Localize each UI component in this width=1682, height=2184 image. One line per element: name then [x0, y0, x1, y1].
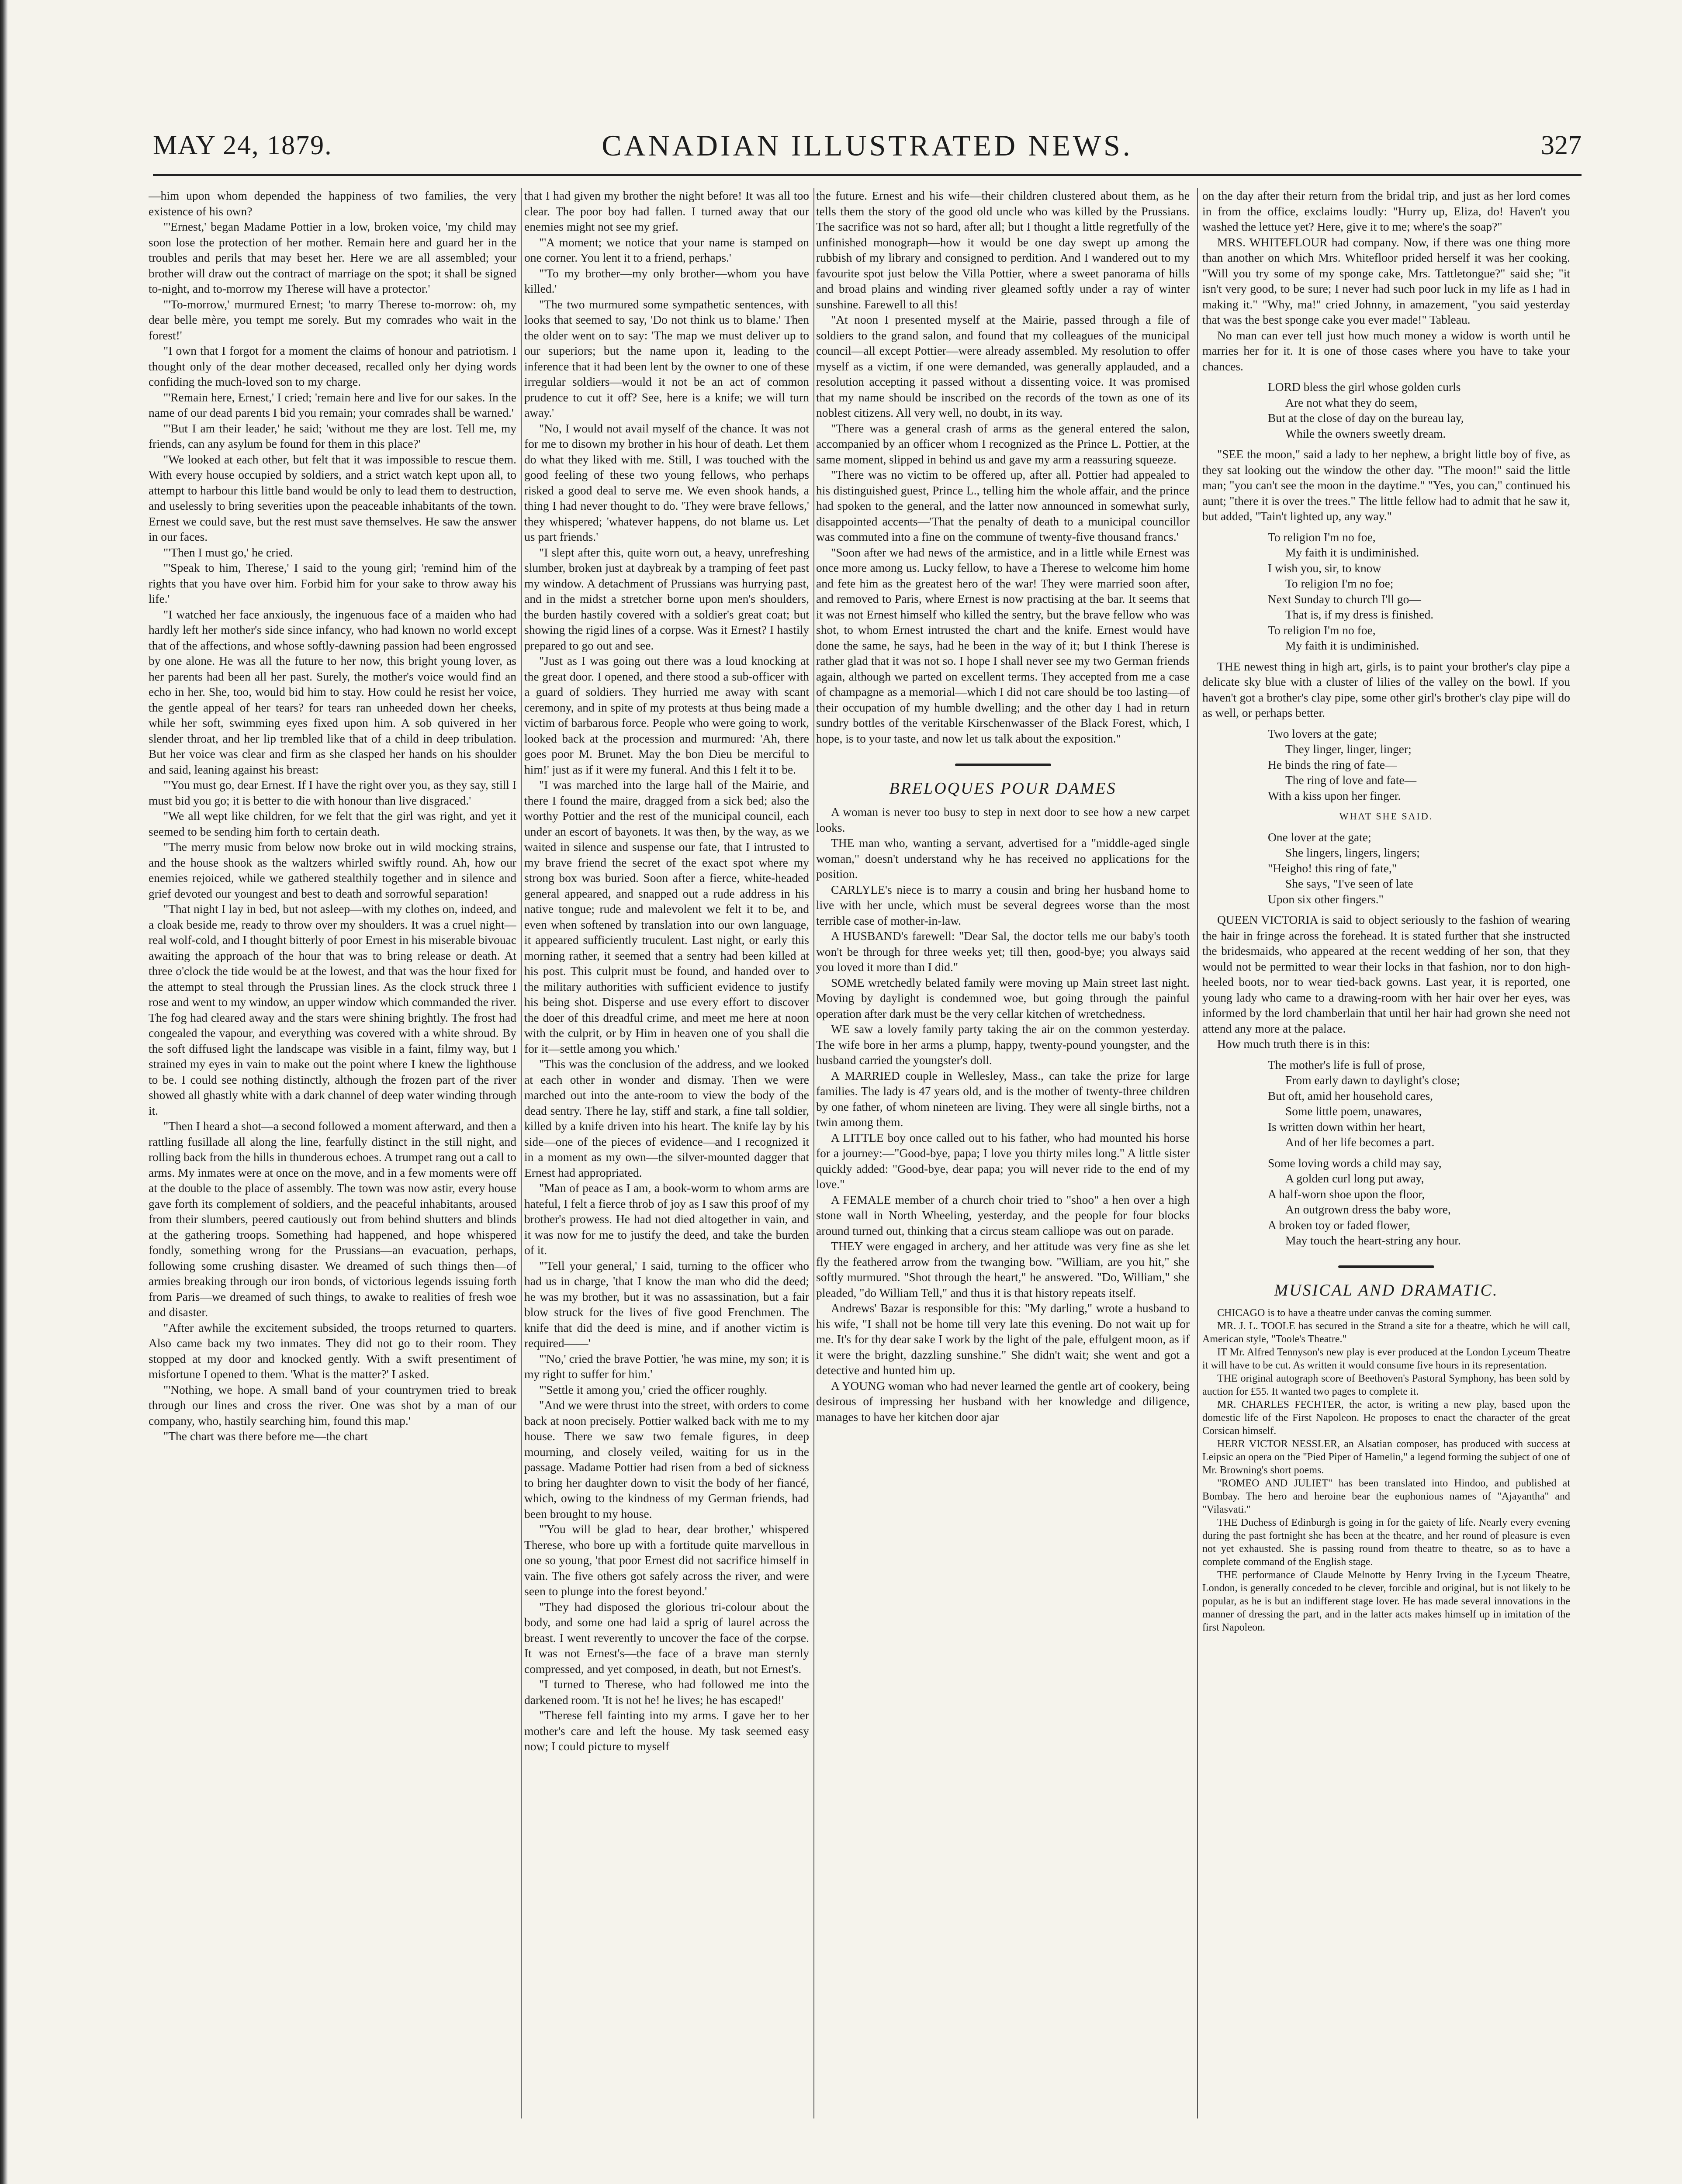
musical-heading: MUSICAL AND DRAMATIC.	[1274, 1281, 1499, 1299]
story-paragraph: "Just as I was going out there was a loud knocking at the great door. I opened, and there stood a sub-officer with a guard of soldiers. They hurried me away with scant ceremony, and in spite of my protests at thus being made a victim of barbarous force. People who were going to work, looked back at the procession and murmured: 'Ah, there goes poor M. Brunet. May the bon Dieu be merciful to him!' just as if it were my funeral. And this I felt it to be.	[524, 654, 809, 776]
binding-edge	[0, 0, 8, 2184]
cookery-continuation: on the day after their return from the bridal trip, and just as her lord comes in from the office, exclaims loudly: "Hurry up, Eliza, do! Haven't you washed the lettuce yet? Here, give it to me; where's the soap?"	[1202, 189, 1570, 233]
verse-line: An outgrown dress the baby wore,	[1285, 1203, 1451, 1216]
story-paragraph: "'Remain here, Ernest,' I cried; 'remain here and live for our sakes. In the name of our dead parents I bid you remain; your comrades shall be warned.'	[149, 390, 516, 419]
whiteflour-item: MRS. WHITEFLOUR had company. Now, if there was one thing more than another on which Mrs. Whitefloor prided herself it was her cooking. "Will you try some of my sponge cake, Mrs. Tattletongue?" said she; "it isn't very good, to be sure; I never had such poor luck in my life as I had in making it." "Why, ma!" cried Johnny, in amazement, "you said yesterday that was the best sponge cake you ever made!" Tableau.	[1202, 235, 1570, 326]
story-paragraph: the future. Ernest and his wife—their children clustered about them, as he tells them the story of the good old uncle who was killed by the Prussians. The sacrifice was not so hard, after all; but I thought a little regretfully of the unfinished monograph—how it would be one day swept up among the rubbish of my library and consigned to perdition. And I wandered out to my favourite spot just below the Villa Pottier, where a sweet panorama of hills and broad plains and winding river gleamed softly under a ray of winter sunshine. Farewell to all this!	[816, 189, 1190, 311]
story-paragraph: "'Speak to him, Therese,' I said to the young girl; 'remind him of the rights that you have over him. Forbid him for your sake to throw away his life.'	[149, 561, 516, 605]
column-2	[524, 188, 809, 2118]
story-paragraph: "'To-morrow,' murmured Ernest; 'to marry Therese to-morrow: oh, my dear belle mère, you tempt me sorely. But my comrades who wait in the forest!'	[149, 297, 516, 342]
truth-intro: How much truth there is in this:	[1217, 1037, 1370, 1051]
story-paragraph: "No, I would not avail myself of the chance. It was not for me to disown my brother in his hour of death. Let them do what they liked with me. Still, I was touched with the good feeling of these two young fellows, who perhaps risked a good deal to serve me. We even shook hands, a thing I had never thought to do. 'They were brave fellows,' they whispered; 'whatever happens, do not blame us. Let us part friends.'	[524, 421, 809, 543]
story-paragraph: "There was no victim to be offered up, after all. Pottier had appealed to his distinguished guest, Prince L., telling him the whole affair, and the prince had spoken to the general, and the latter now announced in somewhat surly, disappointed accents—'That the penalty of death to a municipal councillor was commuted into a fine on the commune of twenty-five thousand francs.'	[816, 468, 1190, 543]
section-separator	[816, 756, 1190, 771]
verse-loving-words	[1268, 1155, 1570, 1248]
musical-item: THE Duchess of Edinburgh is going in for the gaiety of life. Nearly every evening during the past fortnight she has been at the theatre, and her round of pleasure is even not yet exhausted. She is passing round from theatre to theatre, so as to have a complete command of the English stage.	[1202, 1517, 1570, 1568]
breloque-item: A HUSBAND's farewell: "Dear Sal, the doctor tells me our baby's tooth won't be through for three weeks yet; till then, good-bye; you always said you loved it more than I did."	[816, 929, 1190, 974]
verse-line: I wish you, sir, to know	[1268, 561, 1381, 575]
story-paragraph: "Soon after we had news of the armistice, and in a little while Ernest was once more among us. Lucky fellow, to have a Therese to welcome him home and fete him as the greatest hero of the war! They were married soon after, and removed to Paris, where Ernest is now practising at the bar. It seems that it was not Ernest himself who killed the sentry, but the brave fellow who was shot, to whom Ernest intrusted the chart and the knife. Ernest would have done the same, he says, had he been in the way of it; but I think Therese is rather glad that it was not so. I hope I shall never see my two German friends again, although we parted on excellent terms. They accepted from me a case of champagne as a memorial—which I did not care should be too lasting—of their occupation of my humble dwelling; and the other day I had in return sundry bottles of the veritable Kirschenwasser of the Black Forest, which, I hope, is to your taste, and now let us talk about the exposition."	[816, 545, 1190, 745]
musical-item: THE original autograph score of Beethoven's Pastoral Symphony, has been sold by auction for £55. It wanted two pages to complete it.	[1202, 1372, 1570, 1397]
verse-line: A golden curl long put away,	[1285, 1171, 1424, 1185]
queen-victoria-item: QUEEN VICTORIA is said to object seriously to the fashion of wearing the hair in fringe across the forehead. It is stated further that she instructed the bridesmaids, who appeared at the recent wedding of her son, that they would not be permitted to wear their locks in that fashion, nor to don high-heeled boots, nor to wear tied-back gowns. Last year, it is reported, one young lady who came to a drawing-room with her hair over her eyes, was informed by the lord chamberlain that until her hair had grown she need not attend any more at the palace.	[1202, 913, 1570, 1035]
story-paragraph: "Therese fell fainting into my arms. I gave her to her mother's care and left the house. My task seemed easy now; I could picture to myself	[524, 1708, 809, 1753]
story-paragraph: "'Then I must go,' he cried.	[163, 545, 293, 559]
story-paragraph: "'You will be glad to hear, dear brother,' whispered Therese, who bore up with a fortitude quite marvellous in one so young, 'that poor Ernest did not sacrifice himself in vain. The five others got safely across the river, and were seen to plunge into the forest beyond.'	[524, 1522, 809, 1598]
story-paragraph: that I had given my brother the night before! It was all too clear. The poor boy had fallen. I turned away that our enemies might not see my grief.	[524, 189, 809, 233]
breloque-item: A FEMALE member of a church choir tried to "shoo" a hen over a high stone wall in North Wheeling, yesterday, and the people for four blocks around turned out, thinking that a circus steam calliope was out on parade.	[816, 1192, 1190, 1237]
breloque-item: THEY were engaged in archery, and her attitude was very fine as she let fly the feathered arrow from the twanging bow. "William, are you hit," she softly murmured. "Shot through the heart," he answered. "Do, William," she pleaded, "do William Tell," and thus it is that history repeats itself.	[816, 1239, 1190, 1299]
verse-golden-curls	[1268, 379, 1570, 441]
verse-line: Some loving words a child may say,	[1268, 1156, 1442, 1170]
verse-line: That is, if my dress is finished.	[1285, 608, 1434, 621]
story-paragraph: "I watched her face anxiously, the ingenuous face of a maiden who had hardly left her mother's side since infancy, who had known no world except that of the affections, and whose softly-dawning passion had been engrossed by one alone. He was all the future to her now, this bright young lover, as her parents had been all her past. Surely, the mother's voice would find an echo in her. She, too, would bid him to stay. How could he resist her voice, the gentle appeal of her tears? for tears ran unheeded down her cheeks, while her soft, swimming eyes fixed upon him. A sob quivered in her slender throat, and her lip trembled like that of a child in deep tribulation. But her voice was clear and firm as she clasped her hands on his shoulder and said, leaning against his breast:	[149, 607, 516, 776]
column-divider	[1197, 188, 1198, 2118]
section-separator	[1202, 1258, 1570, 1274]
verse-line: Is written down within her heart,	[1268, 1120, 1426, 1133]
verse-line: "Heigho! this ring of fate,"	[1268, 861, 1397, 875]
verse-line: She says, "I've seen of late	[1285, 877, 1413, 890]
story-paragraph: "'Settle it among you,' cried the officer roughly.	[539, 1382, 768, 1396]
verse-lovers-gate	[1268, 726, 1570, 804]
story-paragraph: "We looked at each other, but felt that it was impossible to rescue them. With every house occupied by soldiers, and a strict watch kept upon all, to attempt to harbour this little band would be only to lead them to destruction, and uselessly to bring severities upon the peaceable inhabitants of the town. Ernest we could save, but the rest must save themselves. He saw the answer in our faces.	[149, 452, 516, 543]
issue-date: MAY 24, 1879.	[153, 131, 332, 160]
verse-line: A broken toy or faded flower,	[1268, 1218, 1410, 1232]
breloque-item: A YOUNG woman who had never learned the gentle art of cookery, being desirous of impressing her husband with her knowledge and diligence, manages to have her kitchen door ajar	[816, 1379, 1190, 1424]
column-divider	[521, 188, 522, 2118]
musical-item: IT Mr. Alfred Tennyson's new play is ever produced at the London Lyceum Theatre it will have to be cut. As written it would consume five hours in its representation.	[1202, 1346, 1570, 1371]
story-paragraph: "The two murmured some sympathetic sentences, with looks that seemed to say, 'Do not think us to blame.' Then the older went on to say: 'The map we must deliver up to our superiors; but the name upon it, leading to the inference that it had been lent by the owner to one of these irregular soldiers—would it not be an act of common prudence to cut it off? See, here is a knife; we will turn away.'	[524, 297, 809, 419]
musical-item: "ROMEO AND JULIET" has been translated into Hindoo, and published at Bombay. The hero and heroine bear the euphonious names of "Ajayantha" and "Vilasvati."	[1202, 1477, 1570, 1515]
header-rule	[153, 174, 1582, 176]
verse-line: She lingers, lingers, lingers;	[1285, 846, 1420, 859]
story-paragraph: "'A moment; we notice that your name is stamped on one corner. You lent it to a friend, perhaps.'	[524, 235, 809, 264]
musical-items	[1202, 1306, 1570, 1634]
verse-line: Some little poem, unawares,	[1285, 1104, 1422, 1118]
column-1	[149, 188, 516, 2118]
verse-line: To religion I'm no foe,	[1268, 623, 1376, 637]
page-number: 327	[1541, 131, 1582, 160]
verse-line: The ring of love and fate—	[1285, 773, 1417, 787]
verse-line: LORD bless the girl whose golden curls	[1268, 380, 1461, 394]
story-paragraph: "After awhile the excitement subsided, the troops returned to quarters. Also came back my two inmates. They did not go to their room. They stopped at my door and knocked gently. With a swift presentiment of misfortune I opened to them. 'What is the matter?' I asked.	[149, 1320, 516, 1381]
story-paragraph: "'No,' cried the brave Pottier, 'he was mine, my son; it is my right to suffer for him.'	[524, 1351, 809, 1381]
story-paragraph: "'But I am their leader,' he said; 'without me they are lost. Tell me, my friends, can any asylum be found for them in this place?'	[149, 421, 516, 450]
story-paragraph: —him upon whom depended the happiness of two families, the very existence of his own?	[149, 189, 516, 218]
story-paragraph: "'To my brother—my only brother—whom you have killed.'	[524, 266, 809, 295]
breloque-item: Andrews' Bazar is responsible for this: "My darling," wrote a husband to his wife, "I shall not be home till very late this evening. Do not wait up for me. It's for thy dear sake I work by the light of the pale, effulgent moon, as if it were the bright, dazzling sunshine." She didn't wait; she went and got a detective and hunted him up.	[816, 1301, 1190, 1377]
breloque-item: WE saw a lovely family party taking the air on the common yesterday. The wife bore in her arms a plump, happy, twenty-pound youngster, and the husband carried the youngster's doll.	[816, 1022, 1190, 1067]
breloques-heading: BRELOQUES POUR DAMES	[889, 779, 1117, 798]
breloque-item: A woman is never too busy to step in next door to see how a new carpet looks.	[816, 805, 1190, 834]
clay-pipe-item: THE newest thing in high art, girls, is to paint your brother's clay pipe a delicate sky blue with a cluster of lilies of the valley on the bowl. If you haven't got a brother's clay pipe, some other girl's brother's clay pipe will do as well, or perhaps better.	[1202, 659, 1570, 719]
story-paragraph: "They had disposed the glorious tri-colour about the body, and some one had laid a sprig of laurel across the breast. I went reverently to uncover the face of the corpse. It was not Ernest's—the face of a brave man sternly compressed, and yet composed, in death, but not Ernest's.	[524, 1600, 809, 1676]
story-paragraph: "I slept after this, quite worn out, a heavy, unrefreshing slumber, broken just at daybreak by a tramping of feet past my window. A detachment of Prussians was hurrying past, and in the midst a stretcher borne upon men's shoulders, the burden hastily covered with a soldier's great coat; but showing the rigid lines of a corpse. Was it Ernest? I hastily prepared to go out and see.	[524, 545, 809, 652]
story-paragraph: "There was a general crash of arms as the general entered the salon, accompanied by an officer whom I recognized as the Prince L. Pottier, at the same moment, slipped in behind us and gave my arm a reassuring squeeze.	[816, 421, 1190, 466]
verse-line: But at the close of day on the bureau lay,	[1268, 411, 1464, 425]
verse-religion	[1268, 529, 1570, 653]
verse-line: To religion I'm no foe,	[1268, 530, 1376, 544]
musical-item: CHICAGO is to have a theatre under canvas the coming summer.	[1217, 1307, 1492, 1319]
verse-line: My faith it is undiminished.	[1285, 639, 1419, 652]
verse-line: Next Sunday to church I'll go—	[1268, 592, 1421, 606]
verse-line: To religion I'm no foe;	[1285, 577, 1394, 590]
breloque-item: A MARRIED couple in Wellesley, Mass., can take the prize for large families. The lady is 47 years old, and is the mother of twenty-three children by one father, of whom nineteen are living. They were all single births, not a twin among them.	[816, 1068, 1190, 1129]
publication-title: CANADIAN ILLUSTRATED NEWS.	[602, 129, 1133, 162]
breloque-item: A LITTLE boy once called out to his father, who had mounted his horse for a journey:—"Good-bye, papa; I love you thirty miles long." A little sister quickly added: "Good-bye, dear papa; you will never ride to the end of my love."	[816, 1130, 1190, 1191]
story-paragraph: "And we were thrust into the street, with orders to come back at noon precisely. Pottier walked back with me to my house. There we saw two female figures, in deep mourning, and closely veiled, waiting for us in the passage. Madame Pottier had risen from a bed of sickness to bring her daughter down to visit the body of her fiancé, which, owing to the kindness of my German friends, had been brought to my house.	[524, 1398, 809, 1521]
verse-line: But oft, amid her household cares,	[1268, 1089, 1433, 1102]
story-paragraph: "I turned to Therese, who had followed me into the darkened room. 'It is not he! he lives; he has escaped!'	[524, 1677, 809, 1707]
story-paragraph: "Man of peace as I am, a book-worm to whom arms are hateful, I felt a fierce throb of joy as I saw this proof of my brother's prowess. He had not died altogether in vain, and it was now for me to justify the deed, and take the burden of it.	[524, 1181, 809, 1257]
story-paragraph: "The chart was there before me—the chart	[163, 1429, 368, 1443]
story-continuation	[816, 188, 1190, 746]
story-paragraph: "The merry music from below now broke out in wild mocking strains, and the house shook as the waltzers whirled swiftly round. Ah, how our enemies rejoiced, while we gathered stealthily together and in silence and grief devoted our youngest and best to death and sorrowful separation!	[149, 840, 516, 900]
story-paragraph: "I was marched into the large hall of the Mairie, and there I found the maire, dragged from a sick bed; also the worthy Pottier and the rest of the municipal council, each under an escort of bayonets. It was then, by the way, as we waited in silence and suspense our fate, that I intrusted to my brave friend the secret of the exact spot where my strong box was buried. Soon after a fierce, white-headed general appeared, and snapped out a rude address in his native tongue; rude and malevolent we felt it to be, and even when softened by translation into our own language, it appeared sufficiently truculent. Last night, or early this morning rather, it seemed that a sentry had been killed at his post. This culprit must be found, and handed over to the military authorities with sufficient evidence to justify his being shot. Disperse and use every effort to discover the doer of this dreadful crime, and meet me here at noon with the culprit, or by Him in heaven one of you shall die for it—settle among you which.'	[524, 778, 809, 1055]
column-3	[816, 188, 1190, 2118]
verse-line: While the owners sweetly dream.	[1285, 426, 1446, 440]
moon-item: "SEE the moon," said a lady to her nephew, a bright little boy of five, as they sat looking out the window the other day. "The moon!" said the little man; "you can't see the moon in the daytime." "Yes, you can," continued his aunt; "there it is over the trees." The little fellow had to admit that he saw it, but added, "Tain't lighted up, any way."	[1202, 447, 1570, 523]
breloque-item: CARLYLE's niece is to marry a cousin and bring her husband home to live with her uncle, which must be several degrees worse than the most terrible case of mother-in-law.	[816, 882, 1190, 927]
column-4	[1202, 188, 1570, 2118]
musical-item: MR. CHARLES FECHTER, the actor, is writing a new play, based upon the domestic life of the First Napoleon. He proposes to enact the character of the great Corsican himself.	[1202, 1399, 1570, 1437]
verse-line: A half-worn shoe upon the floor,	[1268, 1187, 1425, 1201]
musical-item: MR. J. L. TOOLE has secured in the Strand a site for a theatre, which he will call, American style, "Toole's Theatre."	[1202, 1320, 1570, 1345]
story-paragraph: "That night I lay in bed, but not asleep—with my clothes on, indeed, and a cloak beside me, ready to throw over my shoulders. It was a cruel night—real wolf-cold, and I thought bitterly of poor Ernest in his miserable bivouac awaiting the approach of the hour that was to bring release or death. At three o'clock the tide would be at the lowest, and that was the hour fixed for the attempt to steal through the Prussian lines. As the clock struck three I rose and went to my window, an upper window which commanded the river. The fog had cleared away and the stars were shining brightly. The frost had congealed the vapour, and everything was covered with a white shroud. By the soft diffused light the landscape was visible in a faint, filmy way, but I strained my eyes in vain to make out the point where I knew the lighthouse to be. I could see nothing distinctly, although the frozen part of the river showed all ghastly white with a dark channel of deep water winding through it.	[149, 902, 516, 1117]
verse-line: The mother's life is full of prose,	[1268, 1057, 1426, 1071]
verse-line: From early dawn to daylight's close;	[1285, 1073, 1460, 1087]
verse-line: They linger, linger, linger;	[1285, 742, 1412, 756]
verse-line: May touch the heart-string any hour.	[1285, 1234, 1461, 1247]
breloques-items	[816, 804, 1190, 1424]
story-paragraph: "We all wept like children, for we felt that the girl was right, and yet it seemed to be sending him forth to certain death.	[149, 809, 516, 838]
breloque-item: THE man who, wanting a servant, advertised for a "middle-aged single woman," doesn't understand why he has received no applications for the position.	[816, 836, 1190, 881]
verse-line: One lover at the gate;	[1268, 830, 1371, 844]
verse-mothers-life	[1268, 1057, 1570, 1150]
story-paragraph: "At noon I presented myself at the Mairie, passed through a file of soldiers to the grand salon, and found that my colleagues of the municipal council—all except Pottier—were already assembled. My resolution to offer myself as a victim, if one were demanded, was generally applauded, and a resolution accepting it passed without a dissenting voice. It was promised that my name should be inscribed on the records of the town as one of its noblest citizens. All very well, no doubt, in its way.	[816, 313, 1190, 419]
story-paragraph: "'You must go, dear Ernest. If I have the right over you, as they say, still I must bid you go; it is better to die with honour than live disgraced.'	[149, 778, 516, 807]
story-paragraph: "Then I heard a shot—a second followed a moment afterward, and then a rattling fusillade all along the line, fearfully distinct in the still night, and rolling back from the hills in thunderous echoes. A trumpet rang out a call to arms. My inmates were at once on the move, and in a few moments were off at the double to the place of assembly. The town was now astir, every house gave forth its complement of soldiers, and the peaceful inhabitants, aroused from their slumbers, peered cautiously out from behind shutters and blinds at the gathering troops. Something had happened, and hope whispered fondly, something wrong for the Prussians—an evacuation, perhaps, following some crushing disaster. We dreamed of such things then—of armies breaking through our iron bonds, of victorious legends issuing forth from Paris—we dreamed of such things, to awake to realities of fresh woe and disaster.	[149, 1119, 516, 1319]
story-paragraph: "I own that I forgot for a moment the claims of honour and patriotism. I thought only of the dear mother deceased, recalled only her dying words confiding the much-loved son to my charge.	[149, 344, 516, 388]
verse-line: My faith it is undiminished.	[1285, 546, 1419, 559]
story-paragraph: "'Tell your general,' I said, turning to the officer who had us in charge, 'that I know the man who did the deed; he was my brother, but it was no assassination, but a fair blow struck for the lives of five good Frenchmen. The knife that did the deed is mine, and if another victim is required——'	[524, 1258, 809, 1350]
verse-what-she-said	[1268, 829, 1570, 907]
verse-line: With a kiss upon her finger.	[1268, 788, 1401, 802]
verse-line: Two lovers at the gate;	[1268, 726, 1377, 740]
column-divider	[813, 188, 814, 2118]
breloque-item: SOME wretchedly belated family were moving up Main street last night. Moving by daylight is condemned woe, but going through the painful operation after dark must be the very cellar kitchen of wretchedness.	[816, 975, 1190, 1020]
story-paragraph: "'Ernest,' began Madame Pottier in a low, broken voice, 'my child may soon lose the protection of her mother. Remain here and guard her in the troubles and perils that may beset her. Here we are all assembled; your brother will draw out the contract of marriage on the spot; it shall be signed to-night, and to-morrow my Therese will have a protector.'	[149, 220, 516, 295]
verse-line: Upon six other fingers."	[1268, 892, 1384, 906]
masthead	[153, 127, 1582, 166]
verse-line: He binds the ring of fate—	[1268, 757, 1397, 771]
musical-item: THE performance of Claude Melnotte by Henry Irving in the Lyceum Theatre, London, is generally conceded to be clever, forcible and original, but is not likely to be popular, as he is but an indifferent stage lover. He has made several innovations in the manner of dressing the part, and in the latter acts makes himself up in imitation of the first Napoleon.	[1202, 1569, 1570, 1633]
story-paragraph: "This was the conclusion of the address, and we looked at each other in wonder and dismay. Then we were marched out into the ante-room to view the body of the dead sentry. There he lay, stiff and stark, a fine tall soldier, killed by a knife driven into his heart. The knife lay by his side—one of the pieces of evidence—and I recognized it in a moment as my own—the silver-mounted dagger that Ernest had appropriated.	[524, 1057, 809, 1179]
widow-item: No man can ever tell just how much money a widow is worth until he marries her for it. It is one of those cases where you have to take your chances.	[1202, 328, 1570, 373]
what-she-said-heading: WHAT SHE SAID.	[1339, 811, 1433, 822]
verse-line: Are not what they do seem,	[1285, 395, 1418, 409]
musical-item: HERR VICTOR NESSLER, an Alsatian composer, has produced with success at Leipsic an opera on the "Pied Piper of Hamelin," a legend forming the subject of one of Mr. Browning's short poems.	[1202, 1438, 1570, 1476]
verse-line: And of her life becomes a part.	[1285, 1135, 1435, 1149]
story-paragraph: "'Nothing, we hope. A small band of your countrymen tried to break through our lines and cross the river. One was shot by a man of our company, who, hastily searching him, found this map.'	[149, 1382, 516, 1427]
